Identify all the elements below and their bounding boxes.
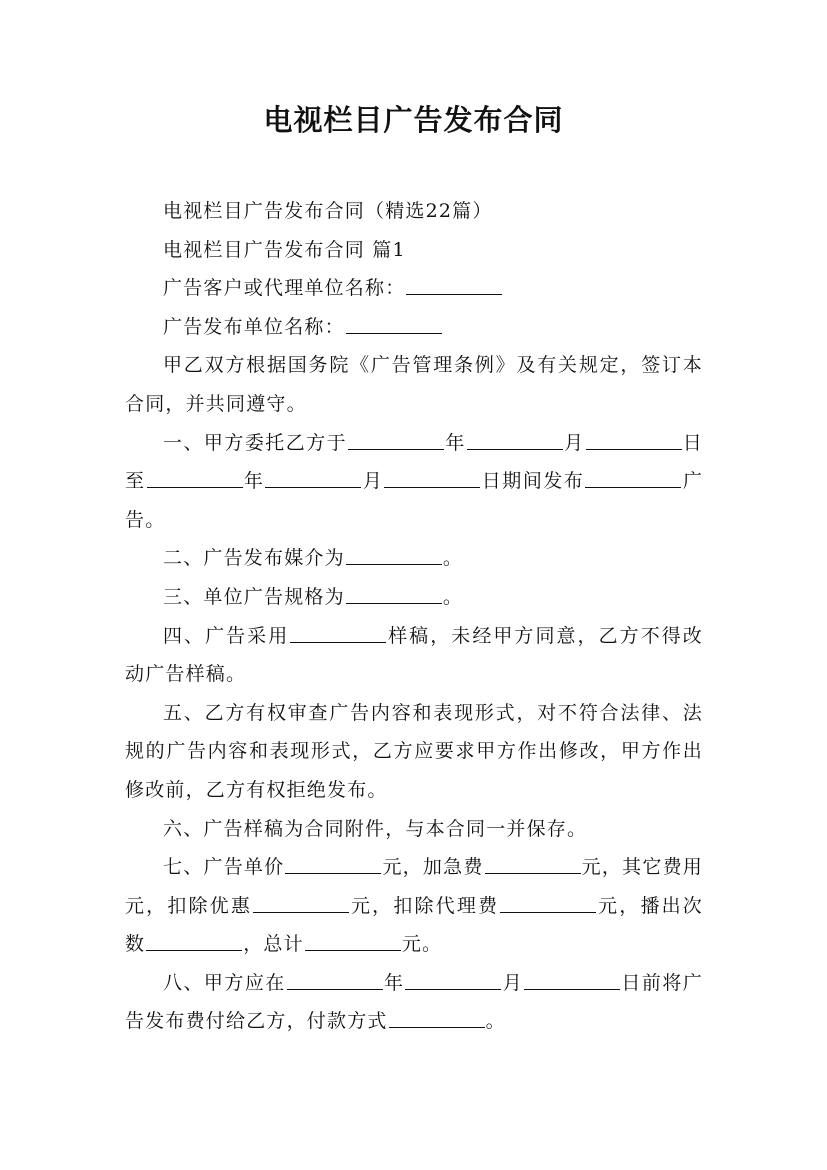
- blank-field: [290, 641, 386, 643]
- clause-4: [125, 617, 703, 694]
- clause-3: [125, 578, 703, 617]
- clause-text: 一、甲方委托乙方于: [163, 431, 348, 454]
- clause-text: 八、甲方应在: [163, 971, 286, 994]
- blank-field: [146, 949, 242, 951]
- label-client-name: 广告客户或代理单位名称：: [163, 277, 406, 300]
- clause-text: 七、广告单价: [163, 856, 285, 879]
- clause-text: 。: [485, 1010, 506, 1033]
- clause-text: ，总计: [243, 933, 304, 956]
- clause-5: 五、乙方有权审查广告内容和表现形式，对不符合法律、法规的广告内容和表现形式，乙方应要求甲方作出修改，甲方作出修改前，乙方有权拒绝发布。: [125, 701, 703, 801]
- clause-text: 。: [442, 585, 464, 608]
- clause-1: [125, 424, 703, 540]
- blank-field: [265, 486, 361, 488]
- blank-field: [585, 486, 681, 488]
- clause-text: 年: [243, 470, 265, 493]
- blank-field: [524, 988, 620, 990]
- clause-text: 月: [362, 470, 384, 493]
- clause-text: 。: [442, 547, 464, 570]
- blank-field: [305, 949, 401, 951]
- clause-text: 样稿，未经甲方同意，乙方不得改动广告样稿。: [125, 624, 703, 686]
- document-title: 电视栏目广告发布合同: [263, 103, 564, 137]
- blank-field: [389, 1026, 485, 1028]
- blank-field: [467, 448, 563, 450]
- clause-text: 二、广告发布媒介为: [163, 547, 345, 570]
- label-publisher-name: 广告发布单位名称：: [163, 315, 345, 338]
- clause-text: 年: [445, 431, 466, 454]
- clause-8: [125, 964, 703, 1041]
- clause-text: 日至: [125, 431, 704, 493]
- blank-field: [346, 602, 442, 604]
- blank-field: [405, 988, 501, 990]
- blank-field: [406, 293, 502, 295]
- blank-field: [147, 486, 243, 488]
- clause-text: 广告。: [125, 470, 704, 531]
- clause-2: [125, 539, 703, 578]
- document-body: [125, 192, 703, 1041]
- paragraph-client-name: [125, 269, 703, 308]
- clause-7: [125, 848, 703, 964]
- clause-text: 日前将广告发布费付给乙方，付款方式: [125, 971, 703, 1033]
- clause-text: 元，加急费: [382, 856, 484, 879]
- blank-field: [586, 448, 682, 450]
- paragraph-publisher-name: [125, 308, 703, 347]
- blank-field: [500, 911, 596, 913]
- clause-text: 三、单位广告规格为: [163, 585, 345, 608]
- clause-text: 元，扣除代理费: [350, 894, 500, 917]
- clause-text: 四、广告采用: [163, 624, 290, 647]
- clause-text: 年: [383, 971, 405, 994]
- paragraph-section-heading: 电视栏目广告发布合同 篇1: [163, 238, 406, 261]
- blank-field: [287, 988, 383, 990]
- paragraph-subtitle: 电视栏目广告发布合同（精选22篇）: [163, 200, 493, 222]
- clause-text: 日期间发布: [481, 470, 585, 493]
- blank-field: [285, 872, 381, 874]
- clause-text: 月: [502, 971, 524, 994]
- clause-6: 六、广告样稿为合同附件，与本合同一并保存。: [163, 817, 588, 840]
- clause-text: 元，其它费用元，扣除优惠: [125, 856, 704, 917]
- blank-field: [253, 911, 349, 913]
- blank-field: [485, 872, 581, 874]
- blank-field: [348, 448, 444, 450]
- paragraph-preamble: 甲乙双方根据国务院《广告管理条例》及有关规定，签订本合同，并共同遵守。: [125, 354, 703, 415]
- blank-field: [384, 486, 480, 488]
- clause-text: 元。: [401, 933, 443, 956]
- clause-text: 元，播出次数: [125, 894, 703, 956]
- blank-field: [346, 563, 442, 565]
- clause-text: 月: [563, 431, 585, 454]
- blank-field: [346, 332, 442, 334]
